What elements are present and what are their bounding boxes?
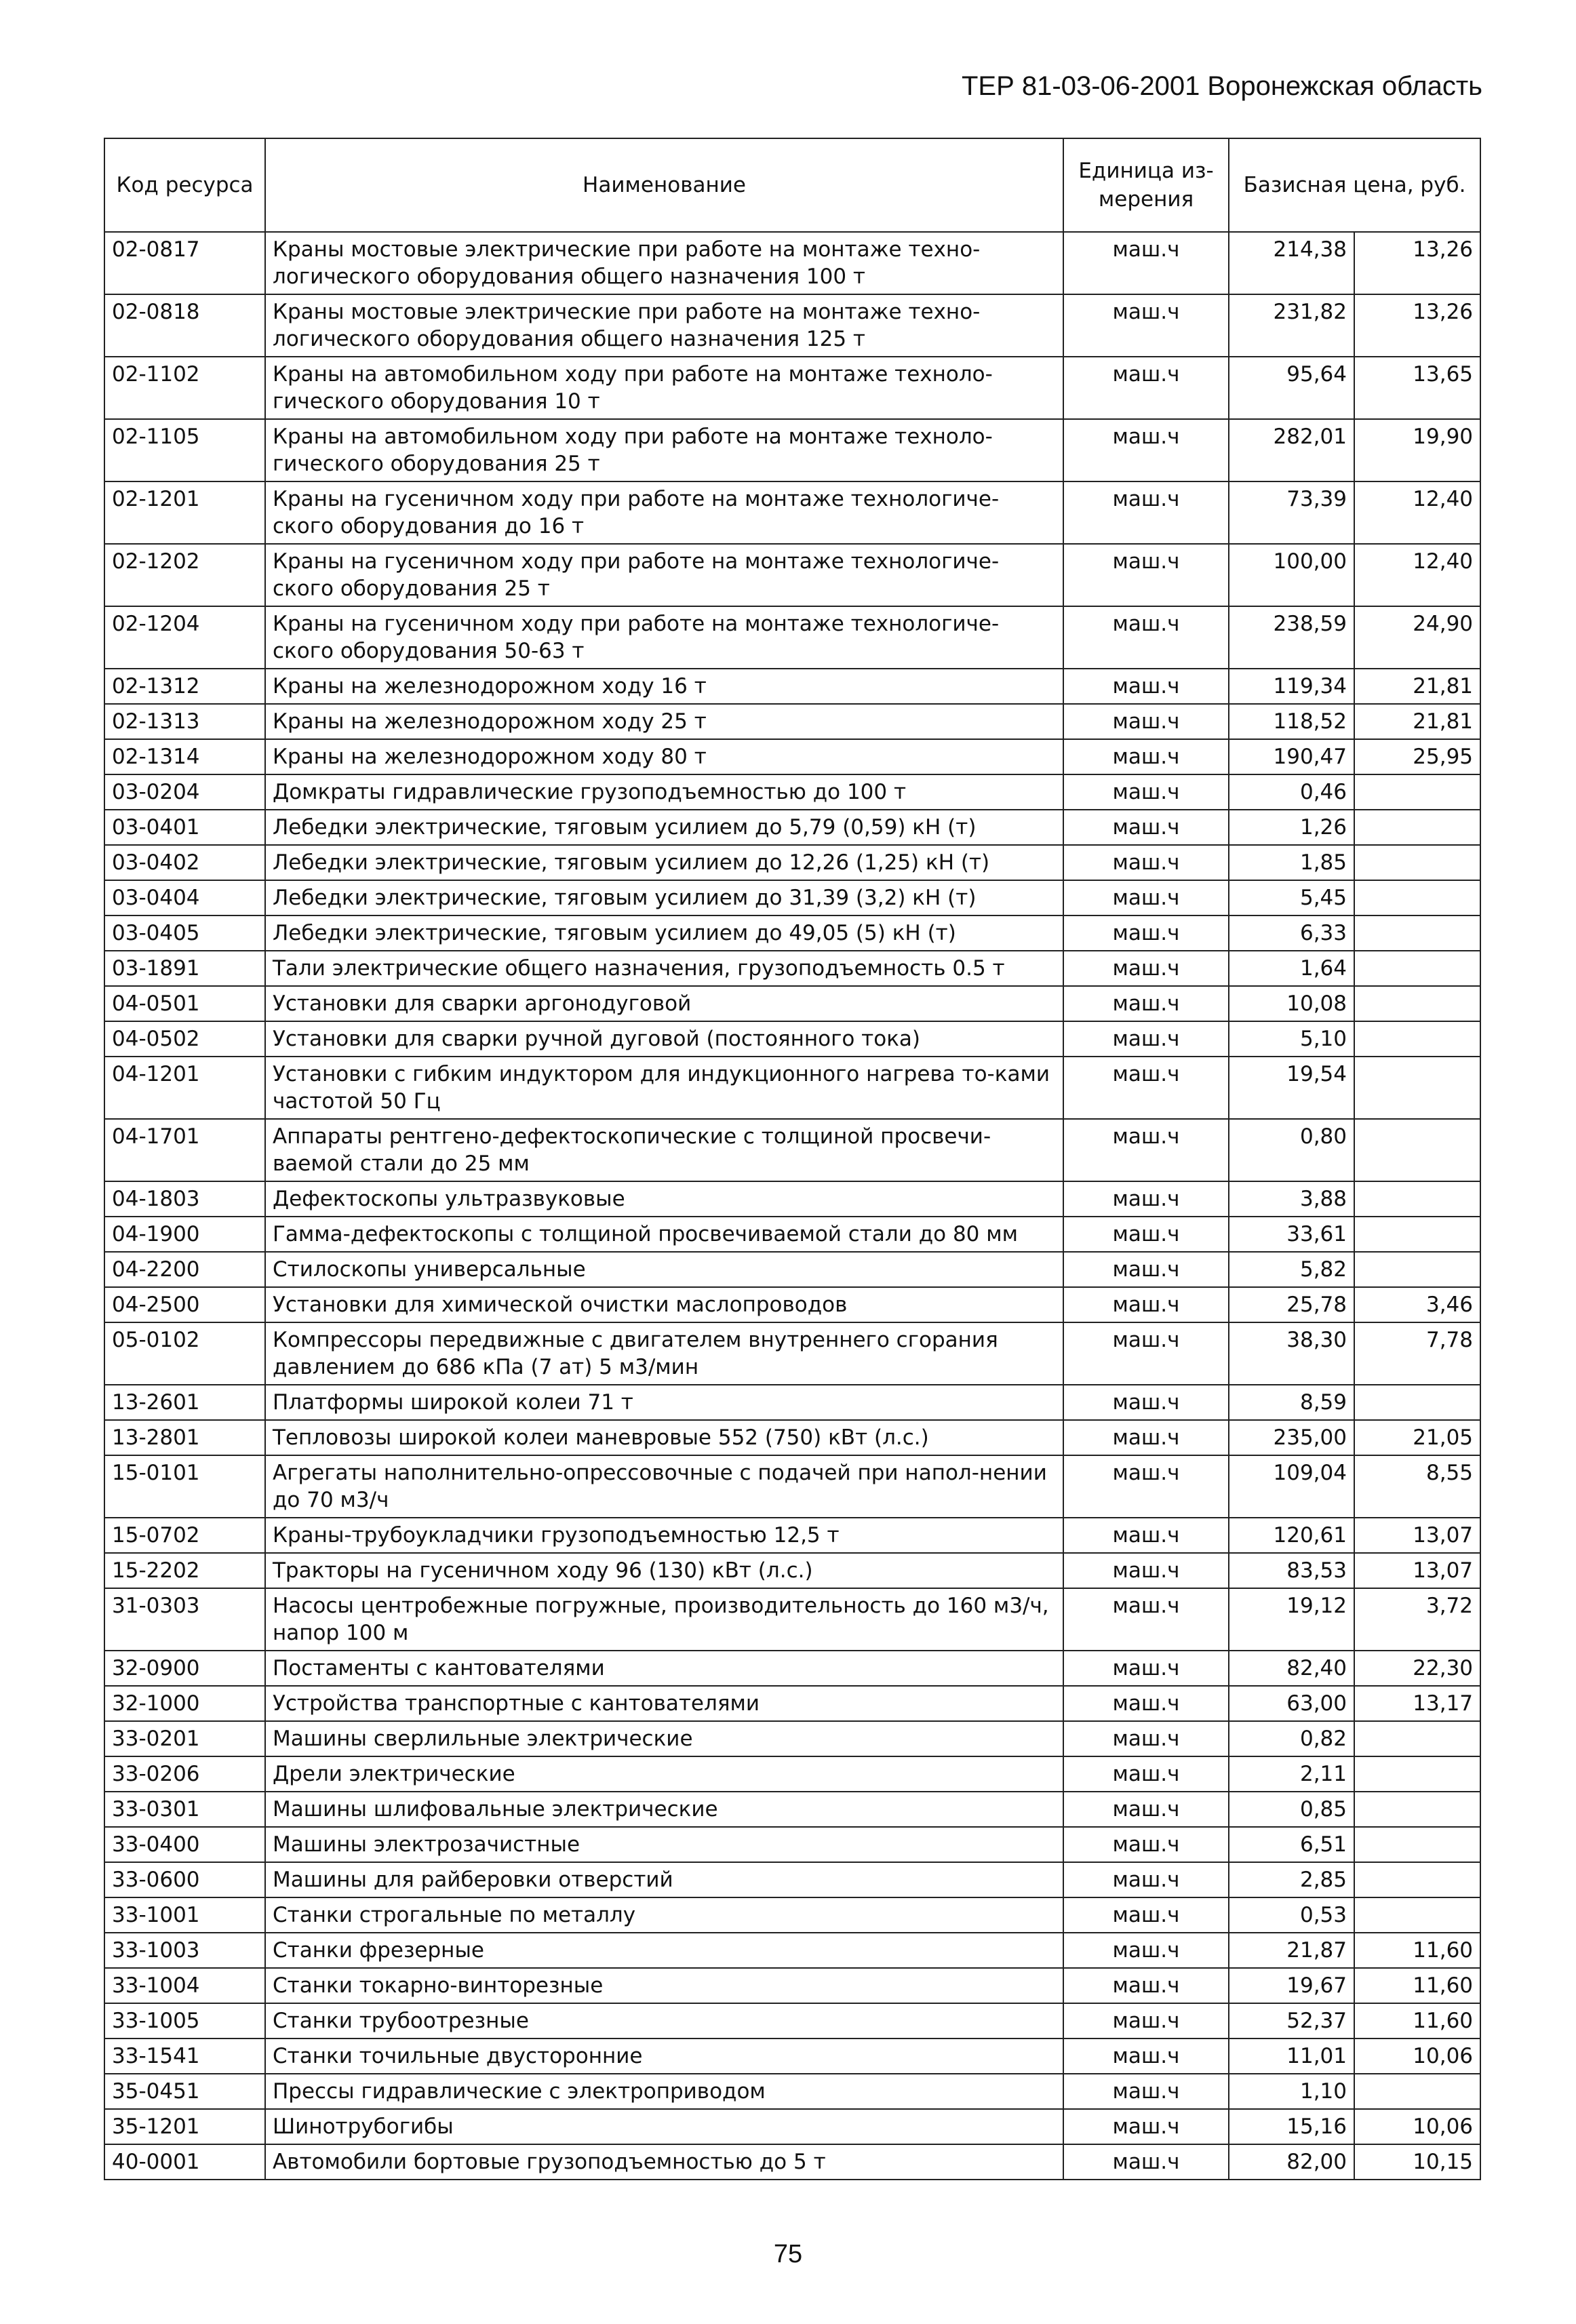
resource-name: Шинотрубогибы [265, 2109, 1063, 2144]
table-row [104, 1119, 1480, 1181]
resource-name: Краны на автомобильном ходу при работе на монтаже техноло-гического оборудования 25 т [265, 419, 1063, 481]
base-price: 1,10 [1229, 2074, 1354, 2109]
base-price: 19,67 [1229, 1968, 1354, 2003]
table-row [104, 1322, 1480, 1385]
unit-of-measure: маш.ч [1063, 2074, 1229, 2109]
base-price: 2,85 [1229, 1862, 1354, 1897]
resource-name: Установки с гибким индуктором для индукционного нагрева то-ками частотой 50 Гц [265, 1057, 1063, 1119]
resource-code: 04-1701 [104, 1119, 265, 1181]
table-row [104, 1455, 1480, 1518]
base-price-wages: 10,06 [1354, 2039, 1480, 2074]
base-price: 25,78 [1229, 1287, 1354, 1322]
unit-of-measure: маш.ч [1063, 1385, 1229, 1420]
base-price: 3,88 [1229, 1181, 1354, 1217]
base-price-wages: 8,55 [1354, 1455, 1480, 1518]
table-row [104, 1217, 1480, 1252]
table-row [104, 704, 1480, 739]
table-row [104, 606, 1480, 669]
resource-name: Краны на гусеничном ходу при работе на монтаже технологиче-ского оборудования до 16 т [265, 481, 1063, 544]
resource-name: Тракторы на гусеничном ходу 96 (130) кВт (л.с.) [265, 1553, 1063, 1588]
base-price: 21,87 [1229, 1933, 1354, 1968]
base-price-wages [1354, 1217, 1480, 1252]
table-row [104, 1651, 1480, 1686]
table-row [104, 845, 1480, 880]
table-row [104, 915, 1480, 951]
resource-code: 33-0400 [104, 1827, 265, 1862]
resource-code: 32-1000 [104, 1686, 265, 1721]
document-header: ТЕР 81-03-06-2001 Воронежская область [961, 71, 1482, 101]
base-price: 235,00 [1229, 1420, 1354, 1455]
base-price: 190,47 [1229, 739, 1354, 774]
base-price: 73,39 [1229, 481, 1354, 544]
resource-code: 04-1201 [104, 1057, 265, 1119]
unit-of-measure: маш.ч [1063, 810, 1229, 845]
unit-of-measure: маш.ч [1063, 2003, 1229, 2039]
base-price-wages: 12,40 [1354, 481, 1480, 544]
base-price-wages [1354, 1897, 1480, 1933]
table-row [104, 1721, 1480, 1756]
base-price: 231,82 [1229, 294, 1354, 357]
resource-code: 02-1204 [104, 606, 265, 669]
resource-code: 02-1102 [104, 357, 265, 419]
resource-name: Лебедки электрические, тяговым усилием до 31,39 (3,2) кН (т) [265, 880, 1063, 915]
table-row [104, 1792, 1480, 1827]
resource-code: 03-0404 [104, 880, 265, 915]
base-price: 0,82 [1229, 1721, 1354, 1756]
page-number: 75 [773, 2240, 803, 2268]
base-price-wages: 10,15 [1354, 2144, 1480, 2180]
table-row [104, 481, 1480, 544]
resource-code: 33-0301 [104, 1792, 265, 1827]
resource-code: 33-1005 [104, 2003, 265, 2039]
resource-name: Станки трубоотрезные [265, 2003, 1063, 2039]
resource-code: 32-0900 [104, 1651, 265, 1686]
resource-code: 04-1803 [104, 1181, 265, 1217]
base-price-wages: 21,05 [1354, 1420, 1480, 1455]
base-price: 0,46 [1229, 774, 1354, 810]
base-price: 0,53 [1229, 1897, 1354, 1933]
resource-code: 31-0303 [104, 1588, 265, 1651]
resource-code: 02-1313 [104, 704, 265, 739]
resource-code: 33-0206 [104, 1756, 265, 1792]
resource-code: 02-1312 [104, 669, 265, 704]
base-price-wages [1354, 845, 1480, 880]
unit-of-measure: маш.ч [1063, 774, 1229, 810]
base-price: 5,82 [1229, 1252, 1354, 1287]
resource-name: Станки токарно-винторезные [265, 1968, 1063, 2003]
resource-code: 02-1105 [104, 419, 265, 481]
unit-of-measure: маш.ч [1063, 951, 1229, 986]
unit-of-measure: маш.ч [1063, 1553, 1229, 1588]
resource-code: 04-0501 [104, 986, 265, 1021]
resource-name: Краны мостовые электрические при работе на монтаже техно-логического оборудования общего назначения 125 т [265, 294, 1063, 357]
resource-code: 02-0817 [104, 232, 265, 294]
base-price: 119,34 [1229, 669, 1354, 704]
resource-code: 15-0702 [104, 1518, 265, 1553]
base-price-wages: 13,26 [1354, 232, 1480, 294]
column-header-unit [1063, 138, 1229, 232]
unit-of-measure: маш.ч [1063, 1968, 1229, 2003]
resource-code: 33-0201 [104, 1721, 265, 1756]
resource-code: 03-1891 [104, 951, 265, 986]
resource-code: 02-1201 [104, 481, 265, 544]
base-price: 8,59 [1229, 1385, 1354, 1420]
base-price-wages: 24,90 [1354, 606, 1480, 669]
base-price: 1,64 [1229, 951, 1354, 986]
column-header-code: Код ресурса [104, 138, 265, 232]
base-price-wages: 13,07 [1354, 1553, 1480, 1588]
table-row [104, 2144, 1480, 2180]
table-row [104, 2039, 1480, 2074]
resource-name: Краны на железнодорожном ходу 25 т [265, 704, 1063, 739]
unit-of-measure: маш.ч [1063, 1651, 1229, 1686]
unit-of-measure: маш.ч [1063, 1756, 1229, 1792]
table-row [104, 1553, 1480, 1588]
resource-name: Устройства транспортные с кантователями [265, 1686, 1063, 1721]
table-row [104, 1686, 1480, 1721]
resource-name: Дрели электрические [265, 1756, 1063, 1792]
base-price: 83,53 [1229, 1553, 1354, 1588]
column-header-price: Базисная цена, руб. [1229, 138, 1480, 232]
unit-of-measure: маш.ч [1063, 1119, 1229, 1181]
resource-name: Тали электрические общего назначения, грузоподъемность 0.5 т [265, 951, 1063, 986]
base-price-wages: 21,81 [1354, 669, 1480, 704]
resource-code: 04-1900 [104, 1217, 265, 1252]
unit-of-measure: маш.ч [1063, 1686, 1229, 1721]
unit-of-measure: маш.ч [1063, 1933, 1229, 1968]
resource-name: Постаменты с кантователями [265, 1651, 1063, 1686]
unit-of-measure: маш.ч [1063, 1217, 1229, 1252]
resource-code: 04-0502 [104, 1021, 265, 1057]
base-price: 1,85 [1229, 845, 1354, 880]
resource-name: Станки точильные двусторонние [265, 2039, 1063, 2074]
resource-name: Установки для сварки ручной дуговой (постоянного тока) [265, 1021, 1063, 1057]
unit-of-measure: маш.ч [1063, 1721, 1229, 1756]
base-price-wages [1354, 1021, 1480, 1057]
resource-name: Краны-трубоукладчики грузоподъемностью 12,5 т [265, 1518, 1063, 1553]
base-price-wages: 13,65 [1354, 357, 1480, 419]
table-row [104, 2003, 1480, 2039]
base-price-wages: 12,40 [1354, 544, 1480, 606]
table-row [104, 774, 1480, 810]
unit-of-measure: маш.ч [1063, 1792, 1229, 1827]
table-row [104, 1420, 1480, 1455]
table-row [104, 739, 1480, 774]
resource-name: Стилоскопы универсальные [265, 1252, 1063, 1287]
base-price: 52,37 [1229, 2003, 1354, 2039]
base-price-wages [1354, 1756, 1480, 1792]
resource-name: Краны мостовые электрические при работе на монтаже техно-логического оборудования общего назначения 100 т [265, 232, 1063, 294]
table-row [104, 951, 1480, 986]
base-price-wages [1354, 1119, 1480, 1181]
unit-of-measure: маш.ч [1063, 2039, 1229, 2074]
table-row [104, 2109, 1480, 2144]
resource-code: 03-0402 [104, 845, 265, 880]
base-price-wages [1354, 1385, 1480, 1420]
unit-of-measure: маш.ч [1063, 232, 1229, 294]
base-price-wages: 13,17 [1354, 1686, 1480, 1721]
base-price: 2,11 [1229, 1756, 1354, 1792]
resource-code: 02-1314 [104, 739, 265, 774]
unit-of-measure: маш.ч [1063, 1588, 1229, 1651]
resource-name: Краны на железнодорожном ходу 16 т [265, 669, 1063, 704]
resource-name: Насосы центробежные погружные, производительность до 160 м3/ч, напор 100 м [265, 1588, 1063, 1651]
table-row [104, 1252, 1480, 1287]
base-price: 109,04 [1229, 1455, 1354, 1518]
table-row [104, 419, 1480, 481]
base-price-wages [1354, 880, 1480, 915]
resource-name: Станки фрезерные [265, 1933, 1063, 1968]
base-price-wages [1354, 774, 1480, 810]
base-price: 238,59 [1229, 606, 1354, 669]
resource-code: 02-0818 [104, 294, 265, 357]
resource-name: Дефектоскопы ультразвуковые [265, 1181, 1063, 1217]
base-price: 95,64 [1229, 357, 1354, 419]
base-price: 120,61 [1229, 1518, 1354, 1553]
unit-of-measure: маш.ч [1063, 1518, 1229, 1553]
base-price-wages: 3,46 [1354, 1287, 1480, 1322]
resource-name: Машины электрозачистные [265, 1827, 1063, 1862]
unit-of-measure: маш.ч [1063, 2144, 1229, 2180]
base-price: 10,08 [1229, 986, 1354, 1021]
unit-of-measure: маш.ч [1063, 986, 1229, 1021]
unit-of-measure: маш.ч [1063, 1057, 1229, 1119]
resource-code: 13-2601 [104, 1385, 265, 1420]
table-row [104, 1518, 1480, 1553]
resource-code: 40-0001 [104, 2144, 265, 2180]
resource-name: Машины шлифовальные электрические [265, 1792, 1063, 1827]
table-row [104, 1968, 1480, 2003]
table-row [104, 357, 1480, 419]
unit-of-measure: маш.ч [1063, 606, 1229, 669]
unit-of-measure: маш.ч [1063, 294, 1229, 357]
unit-of-measure: маш.ч [1063, 419, 1229, 481]
base-price: 15,16 [1229, 2109, 1354, 2144]
resource-code: 03-0405 [104, 915, 265, 951]
base-price: 0,80 [1229, 1119, 1354, 1181]
resource-code: 13-2801 [104, 1420, 265, 1455]
unit-of-measure: маш.ч [1063, 1420, 1229, 1455]
resource-code: 35-0451 [104, 2074, 265, 2109]
unit-of-measure: маш.ч [1063, 357, 1229, 419]
base-price-wages [1354, 915, 1480, 951]
table-row [104, 1756, 1480, 1792]
resource-name: Компрессоры передвижные с двигателем внутреннего сгорания давлением до 686 кПа (7 ат) 5 м3/мин [265, 1322, 1063, 1385]
resource-code: 04-2200 [104, 1252, 265, 1287]
base-price-wages [1354, 1252, 1480, 1287]
base-price: 19,54 [1229, 1057, 1354, 1119]
base-price-wages: 13,07 [1354, 1518, 1480, 1553]
base-price: 11,01 [1229, 2039, 1354, 2074]
table-row [104, 1385, 1480, 1420]
resource-name: Тепловозы широкой колеи маневровые 552 (750) кВт (л.с.) [265, 1420, 1063, 1455]
base-price-wages: 11,60 [1354, 2003, 1480, 2039]
unit-of-measure: маш.ч [1063, 481, 1229, 544]
unit-of-measure: маш.ч [1063, 544, 1229, 606]
unit-of-measure: маш.ч [1063, 1897, 1229, 1933]
base-price: 100,00 [1229, 544, 1354, 606]
base-price-wages: 22,30 [1354, 1651, 1480, 1686]
resource-name: Аппараты рентгено-дефектоскопические с толщиной просвечи-ваемой стали до 25 мм [265, 1119, 1063, 1181]
column-header-name: Наименование [265, 138, 1063, 232]
resource-name: Краны на автомобильном ходу при работе на монтаже техноло-гического оборудования 10 т [265, 357, 1063, 419]
table-row [104, 1827, 1480, 1862]
base-price-wages [1354, 1827, 1480, 1862]
resource-name: Гамма-дефектоскопы с толщиной просвечиваемой стали до 80 мм [265, 1217, 1063, 1252]
unit-of-measure: маш.ч [1063, 1021, 1229, 1057]
base-price: 0,85 [1229, 1792, 1354, 1827]
table-row [104, 544, 1480, 606]
base-price: 1,26 [1229, 810, 1354, 845]
resource-name: Установки для химической очистки маслопроводов [265, 1287, 1063, 1322]
base-price: 63,00 [1229, 1686, 1354, 1721]
base-price-wages [1354, 810, 1480, 845]
resource-name: Краны на гусеничном ходу при работе на монтаже технологиче-ского оборудования 50-63 т [265, 606, 1063, 669]
base-price-wages: 10,06 [1354, 2109, 1480, 2144]
table-row [104, 880, 1480, 915]
resource-name: Станки строгальные по металлу [265, 1897, 1063, 1933]
table-row [104, 1287, 1480, 1322]
base-price-wages: 25,95 [1354, 739, 1480, 774]
base-price: 214,38 [1229, 232, 1354, 294]
table-row [104, 1933, 1480, 1968]
base-price-wages [1354, 1792, 1480, 1827]
base-price-wages [1354, 2074, 1480, 2109]
base-price-wages: 21,81 [1354, 704, 1480, 739]
resource-code: 02-1202 [104, 544, 265, 606]
base-price-wages [1354, 986, 1480, 1021]
resource-name: Лебедки электрические, тяговым усилием до 12,26 (1,25) кН (т) [265, 845, 1063, 880]
resource-name: Лебедки электрические, тяговым усилием до 5,79 (0,59) кН (т) [265, 810, 1063, 845]
unit-of-measure: маш.ч [1063, 915, 1229, 951]
base-price-wages [1354, 1057, 1480, 1119]
resource-name: Агрегаты наполнительно-опрессовочные с подачей при напол-нении до 70 м3/ч [265, 1455, 1063, 1518]
base-price: 19,12 [1229, 1588, 1354, 1651]
resource-name: Домкраты гидравлические грузоподъемностью до 100 т [265, 774, 1063, 810]
resource-name: Прессы гидравлические с электроприводом [265, 2074, 1063, 2109]
resource-code: 05-0102 [104, 1322, 265, 1385]
unit-of-measure: маш.ч [1063, 1181, 1229, 1217]
resource-name: Автомобили бортовые грузоподъемностью до 5 т [265, 2144, 1063, 2180]
resource-name: Машины для райберовки отверстий [265, 1862, 1063, 1897]
base-price-wages: 3,72 [1354, 1588, 1480, 1651]
resource-code: 03-0204 [104, 774, 265, 810]
resource-name: Платформы широкой колеи 71 т [265, 1385, 1063, 1420]
resource-code: 04-2500 [104, 1287, 265, 1322]
table-row [104, 1057, 1480, 1119]
base-price: 82,40 [1229, 1651, 1354, 1686]
resource-name: Краны на железнодорожном ходу 80 т [265, 739, 1063, 774]
base-price-wages [1354, 951, 1480, 986]
resource-name: Лебедки электрические, тяговым усилием до 49,05 (5) кН (т) [265, 915, 1063, 951]
base-price: 6,33 [1229, 915, 1354, 951]
unit-of-measure: маш.ч [1063, 1287, 1229, 1322]
base-price: 5,45 [1229, 880, 1354, 915]
resource-code: 33-1001 [104, 1897, 265, 1933]
table-row [104, 1862, 1480, 1897]
base-price: 6,51 [1229, 1827, 1354, 1862]
resource-code: 33-1541 [104, 2039, 265, 2074]
table-row [104, 294, 1480, 357]
base-price-wages: 19,90 [1354, 419, 1480, 481]
base-price: 5,10 [1229, 1021, 1354, 1057]
table-row [104, 1897, 1480, 1933]
unit-of-measure: маш.ч [1063, 704, 1229, 739]
resource-code: 15-2202 [104, 1553, 265, 1588]
base-price-wages: 13,26 [1354, 294, 1480, 357]
base-price-wages: 11,60 [1354, 1968, 1480, 2003]
base-price: 38,30 [1229, 1322, 1354, 1385]
unit-of-measure: маш.ч [1063, 845, 1229, 880]
resource-code: 03-0401 [104, 810, 265, 845]
unit-of-measure: маш.ч [1063, 1455, 1229, 1518]
table-row [104, 232, 1480, 294]
table-row [104, 1588, 1480, 1651]
table-header-row [104, 138, 1480, 232]
base-price-wages [1354, 1721, 1480, 1756]
resource-code: 15-0101 [104, 1455, 265, 1518]
resource-name: Установки для сварки аргонодуговой [265, 986, 1063, 1021]
unit-of-measure: маш.ч [1063, 880, 1229, 915]
base-price-wages [1354, 1181, 1480, 1217]
base-price: 118,52 [1229, 704, 1354, 739]
base-price-wages [1354, 1862, 1480, 1897]
unit-of-measure: маш.ч [1063, 669, 1229, 704]
base-price-wages: 7,78 [1354, 1322, 1480, 1385]
table-row [104, 2074, 1480, 2109]
unit-of-measure: маш.ч [1063, 1827, 1229, 1862]
unit-of-measure: маш.ч [1063, 2109, 1229, 2144]
unit-of-measure: маш.ч [1063, 1862, 1229, 1897]
unit-of-measure: маш.ч [1063, 1252, 1229, 1287]
unit-of-measure: маш.ч [1063, 1322, 1229, 1385]
column-header-unit-label: Единица из- мерения [1078, 159, 1214, 212]
resource-code: 33-0600 [104, 1862, 265, 1897]
base-price: 33,61 [1229, 1217, 1354, 1252]
table-row [104, 1021, 1480, 1057]
table-row [104, 669, 1480, 704]
resource-code: 33-1004 [104, 1968, 265, 2003]
base-price: 82,00 [1229, 2144, 1354, 2180]
resource-code: 33-1003 [104, 1933, 265, 1968]
base-price: 282,01 [1229, 419, 1354, 481]
resource-code: 35-1201 [104, 2109, 265, 2144]
resource-name: Машины сверлильные электрические [265, 1721, 1063, 1756]
table-row [104, 810, 1480, 845]
unit-of-measure: маш.ч [1063, 739, 1229, 774]
table-row [104, 1181, 1480, 1217]
table-row [104, 986, 1480, 1021]
base-price-wages: 11,60 [1354, 1933, 1480, 1968]
resource-name: Краны на гусеничном ходу при работе на монтаже технологиче-ского оборудования 25 т [265, 544, 1063, 606]
resource-price-table [104, 138, 1481, 2180]
